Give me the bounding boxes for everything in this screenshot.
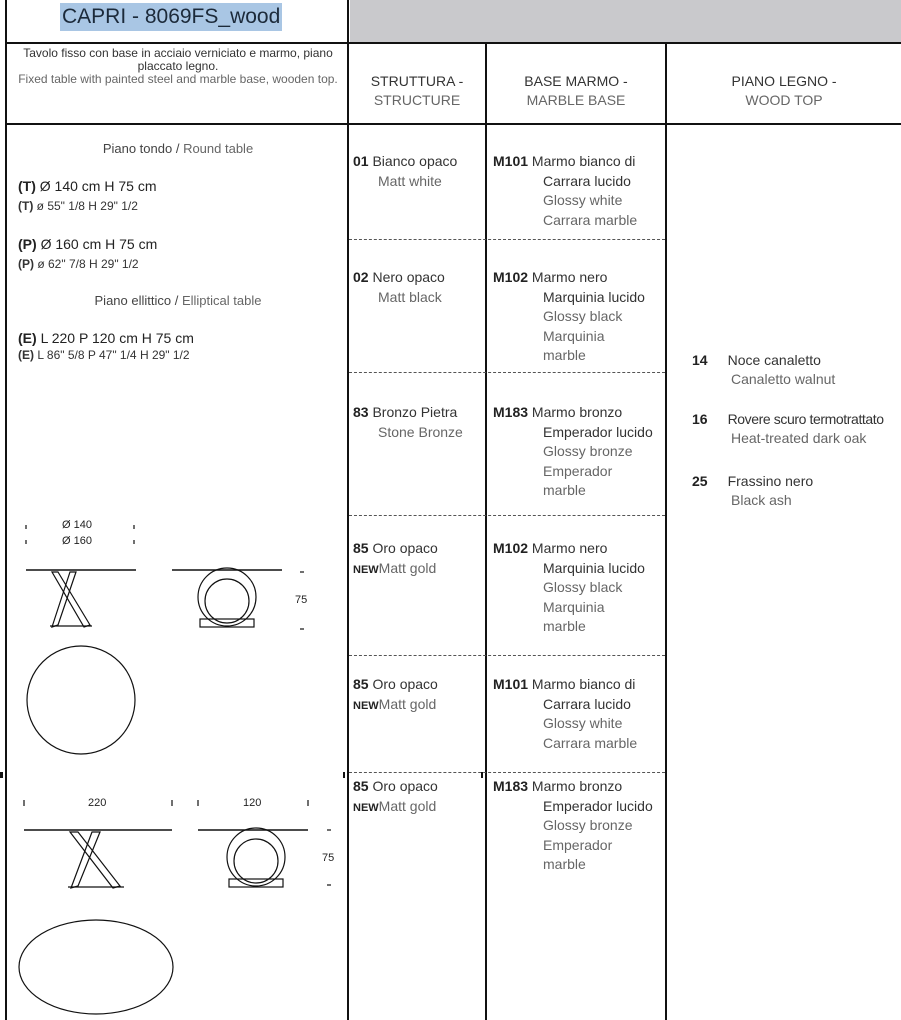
row-separator <box>349 655 665 656</box>
marble-row-1 <box>493 152 637 230</box>
column-header-it: PIANO LEGNO - <box>731 73 837 89</box>
size-code: (T) <box>18 178 36 194</box>
structure-row-3 <box>353 403 463 442</box>
column-header-en: STRUCTURE <box>373 92 461 108</box>
marble-name-en: marble <box>543 347 586 363</box>
grid-line-header-bottom <box>5 123 901 125</box>
marble-row-2 <box>493 268 645 366</box>
column-header-it: BASE MARMO - <box>524 73 628 89</box>
marble-code: M183 <box>493 778 529 794</box>
page-title: CAPRI - 8069FS_wood <box>60 3 282 31</box>
size-value: Ø 160 cm H 75 cm <box>40 236 158 252</box>
marble-name-it: Marmo bronzo <box>531 404 623 420</box>
label-en: Elliptical table <box>181 293 262 308</box>
dim-label-height: 75 <box>322 852 335 864</box>
size-value: Ø 140 cm H 75 cm <box>39 178 157 194</box>
elliptical-top-plan <box>19 920 173 1014</box>
wood-name-en: Heat-treated dark oak <box>731 430 867 446</box>
marble-name-it: Emperador lucido <box>543 423 653 440</box>
marble-name-it: Marquinia lucido <box>543 559 645 576</box>
size-e-metric <box>18 330 194 346</box>
wood-item <box>692 351 835 389</box>
marble-name-en: Carrara marble <box>543 734 638 751</box>
row-separator <box>349 239 665 240</box>
new-badge: NEW <box>353 699 379 712</box>
structure-row-4 <box>353 539 438 580</box>
marble-name-it: Marmo bianco di <box>531 676 636 692</box>
size-value: ø 55" 1/8 H 29" 1/2 <box>36 199 138 213</box>
dim-label-length: 220 <box>88 797 107 809</box>
size-p-metric <box>18 236 157 252</box>
marble-name-it: Marmo bronzo <box>531 778 623 794</box>
header-bar <box>350 0 901 42</box>
round-top-plan <box>27 646 135 754</box>
round-table-drawing <box>0 515 345 765</box>
tick-mark <box>343 772 345 778</box>
structure-row-2 <box>353 268 445 307</box>
marble-row-5 <box>493 675 637 753</box>
marble-name-en: Emperador <box>543 836 613 853</box>
finish-name-en: Matt gold <box>378 559 437 576</box>
marble-row-3 <box>493 403 653 501</box>
size-code: (T) <box>18 199 34 213</box>
size-value: L 220 P 120 cm H 75 cm <box>40 330 194 346</box>
marble-name-en: Glossy white <box>543 715 623 731</box>
size-e-imperial <box>18 348 190 362</box>
finish-code: 85 <box>353 540 369 556</box>
column-header-en: MARBLE BASE <box>526 92 626 108</box>
finish-name-it: Bronzo Pietra <box>372 404 458 420</box>
dim-label-height: 75 <box>295 594 308 606</box>
finish-name-en: Matt gold <box>378 797 437 814</box>
finish-name-it: Nero opaco <box>372 269 445 285</box>
grid-line-header-top <box>5 42 901 44</box>
marble-name-it: Marquinia lucido <box>543 288 645 305</box>
marble-code: M102 <box>493 540 529 556</box>
dim-label-depth: 120 <box>243 797 262 809</box>
finish-name-it: Bianco opaco <box>372 153 458 169</box>
column-header-structure <box>349 72 485 110</box>
wood-code: 16 <box>692 411 708 427</box>
dim-label-d140: Ø 140 <box>62 519 92 531</box>
wood-name-it: Noce canaletto <box>727 352 821 368</box>
elliptical-table-drawing <box>0 790 345 1020</box>
finish-name-en: Matt gold <box>378 695 437 712</box>
round-table-label: Piano tondo / Round table <box>102 141 254 156</box>
marble-name-en: Glossy bronze <box>543 443 633 459</box>
marble-name-en: Glossy black <box>543 308 623 324</box>
marble-name-en: marble <box>543 856 586 872</box>
size-code: (P) <box>18 236 37 252</box>
marble-name-en: Glossy white <box>543 192 623 208</box>
marble-name-en: marble <box>543 482 586 498</box>
structure-row-1 <box>353 152 457 191</box>
finish-code: 02 <box>353 269 369 285</box>
size-t-metric <box>18 178 156 194</box>
wood-item <box>692 472 813 510</box>
marble-name-en: Marquinia <box>543 327 605 344</box>
marble-name-it: Carrara lucido <box>543 695 631 712</box>
size-value: ø 62" 7/8 H 29" 1/2 <box>37 257 139 271</box>
label-it: Piano ellittico <box>94 293 172 308</box>
marble-name-it: Marmo nero <box>531 540 608 556</box>
marble-name-it: Emperador lucido <box>543 797 653 814</box>
wood-name-it: Frassino nero <box>727 473 814 489</box>
structure-row-5 <box>353 675 438 716</box>
description-it: Tavolo fisso con base in acciaio verniciato e marmo, piano placcato legno. <box>23 46 333 73</box>
size-p-imperial <box>18 257 139 271</box>
finish-name-it: Oro opaco <box>372 778 438 794</box>
grid-line-2 <box>485 42 487 1020</box>
marble-row-6 <box>493 777 653 875</box>
new-badge: NEW <box>353 563 379 576</box>
marble-name-en: Glossy bronze <box>543 817 633 833</box>
finish-name-it: Oro opaco <box>372 540 438 556</box>
marble-name-en: Glossy black <box>543 579 623 595</box>
marble-name-en: Emperador <box>543 462 613 479</box>
finish-name-en: Matt black <box>378 288 442 305</box>
row-separator <box>349 772 665 773</box>
finish-code: 85 <box>353 778 369 794</box>
dim-label-d160: Ø 160 <box>62 535 92 547</box>
finish-code: 83 <box>353 404 369 420</box>
row-separator <box>349 372 665 373</box>
marble-code: M183 <box>493 404 529 420</box>
ring-base-side <box>198 568 256 627</box>
size-code: (E) <box>18 348 34 362</box>
column-header-marble-base <box>487 72 665 110</box>
description-en: Fixed table with painted steel and marble base, wooden top. <box>18 72 338 86</box>
marble-name-it: Marmo nero <box>531 269 608 285</box>
tick-mark <box>0 772 3 778</box>
size-value: L 86" 5/8 P 47" 1/4 H 29" 1/2 <box>37 348 190 362</box>
ring-base-side <box>227 828 285 887</box>
column-header-en: WOOD TOP <box>745 92 823 108</box>
marble-name-it: Marmo bianco di <box>531 153 636 169</box>
finish-name-it: Oro opaco <box>372 676 438 692</box>
marble-name-en: marble <box>543 618 586 634</box>
size-code: (E) <box>18 330 37 346</box>
wood-code: 25 <box>692 473 708 489</box>
wood-name-it: Rovere scuro termotrattato <box>727 411 884 427</box>
marble-name-it: Carrara lucido <box>543 172 631 189</box>
finish-name-en: Matt white <box>378 172 442 189</box>
marble-code: M101 <box>493 676 529 692</box>
row-separator <box>349 515 665 516</box>
crossed-base-front <box>68 832 124 888</box>
marble-code: M102 <box>493 269 529 285</box>
crossed-base-front <box>50 572 92 627</box>
elliptical-table-label: Piano ellittico / Elliptical table <box>94 293 262 308</box>
marble-code: M101 <box>493 153 529 169</box>
label-it: Piano tondo <box>102 141 173 156</box>
finish-code: 85 <box>353 676 369 692</box>
wood-name-en: Canaletto walnut <box>731 371 836 387</box>
marble-row-4 <box>493 539 645 637</box>
finish-name-en: Stone Bronze <box>378 423 463 440</box>
marble-name-en: Carrara marble <box>543 211 638 228</box>
column-header-wood-top <box>667 72 901 110</box>
wood-name-en: Black ash <box>731 492 792 508</box>
product-description <box>8 47 348 86</box>
wood-code: 14 <box>692 352 708 368</box>
wood-item <box>692 410 884 448</box>
size-code: (P) <box>18 257 34 271</box>
finish-code: 01 <box>353 153 369 169</box>
marble-name-en: Marquinia <box>543 598 605 615</box>
structure-row-6 <box>353 777 438 818</box>
new-badge: NEW <box>353 801 379 814</box>
grid-line-3 <box>665 42 667 1020</box>
label-en: Round table <box>183 141 254 156</box>
column-header-it: STRUTTURA - <box>370 73 464 89</box>
tick-mark <box>481 772 483 778</box>
size-t-imperial <box>18 199 138 213</box>
